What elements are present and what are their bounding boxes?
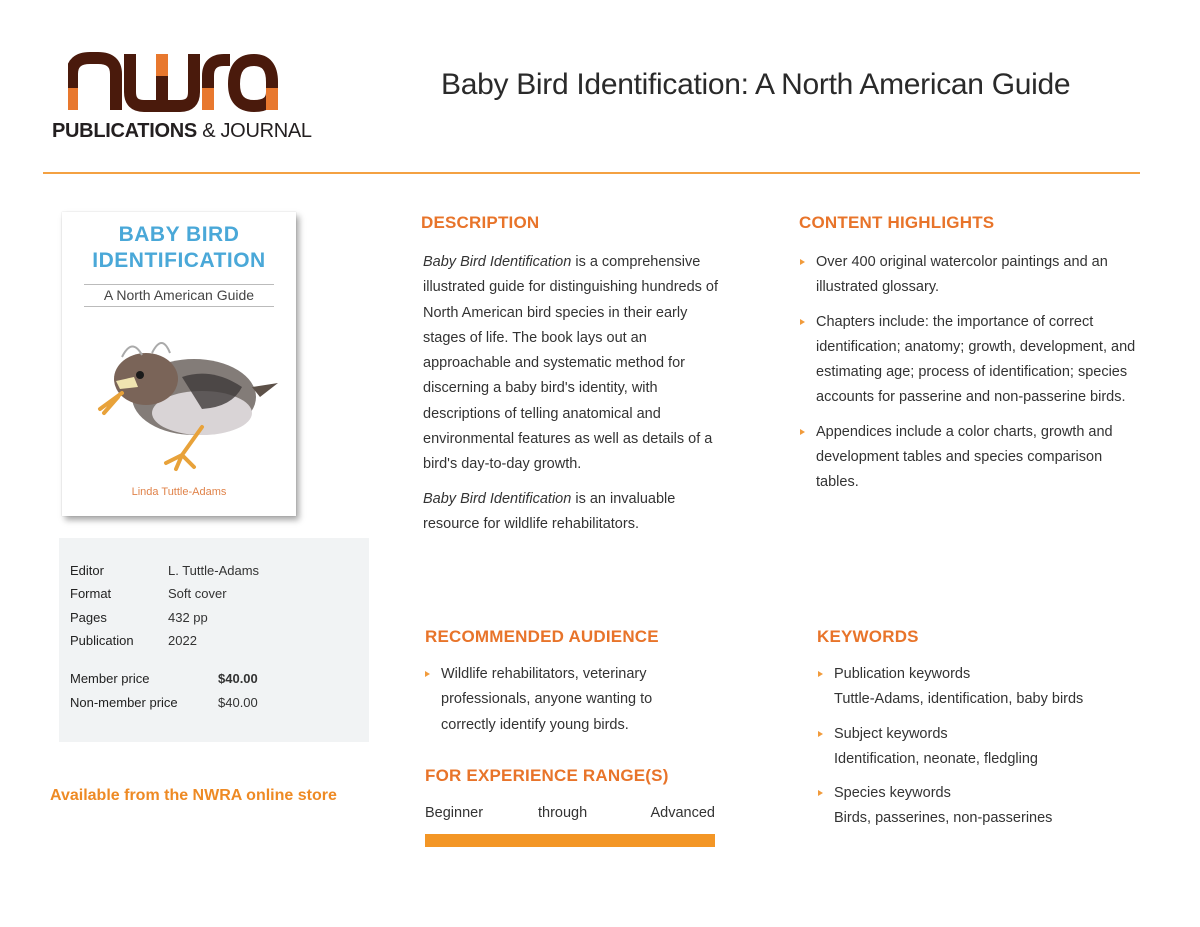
detail-value: 432 pp (168, 610, 208, 625)
highlight-item: Over 400 original watercolor paintings and an illustrated glossary. (798, 250, 1143, 301)
description-heading: DESCRIPTION (421, 213, 540, 232)
description-paragraph-1 (423, 250, 723, 478)
keywords-heading: KEYWORDS (817, 627, 919, 646)
keyword-group-label: Publication keywords (834, 666, 971, 682)
experience-range-bar (425, 834, 715, 847)
book-title-italic: Baby Bird Identification (423, 490, 572, 507)
description-paragraph-2 (423, 487, 723, 538)
description-text: is an invaluable resource for wildlife rehabilitators. (423, 490, 676, 532)
keyword-group-label: Subject keywords (834, 725, 948, 742)
logo-sub-bold: PUBLICATIONS (52, 120, 197, 142)
keyword-group-subject (816, 722, 1126, 773)
highlight-item: Chapters include: the importance of correct identification; anatomy; growth, development, and estimating age; process of identification; species accounts for passerine and non-passerine birds. (798, 310, 1143, 411)
keyword-group-value: Identification, neonate, fledgling (834, 750, 1038, 767)
details-box (59, 538, 369, 742)
experience-range-heading: FOR EXPERIENCE RANGE(S) (425, 766, 669, 785)
content-highlights-heading: CONTENT HIGHLIGHTS (799, 213, 995, 232)
cover-title (62, 222, 296, 274)
detail-value: 2022 (168, 633, 197, 648)
bird-illustration-icon (82, 317, 282, 477)
cover-subtitle: A North American Guide (84, 284, 274, 307)
detail-label: Publication (70, 633, 134, 648)
keyword-group-label: Species keywords (834, 785, 951, 802)
detail-label: Pages (70, 610, 107, 625)
highlight-item: Appendices include a color charts, growth and development tables and species comparison tables. (798, 420, 1143, 496)
detail-label: Format (70, 586, 112, 601)
keyword-group-species (816, 781, 1126, 832)
description-text: is a comprehensive illustrated guide for distinguishing hundreds of North American bird species in their early stages of life. The book lays out an approachable and systematic method for discerning a baby bird's identity, with descriptions of telling anatomical and environmental features as well as details of a bird's day-to-day growth. (423, 254, 719, 473)
price-label: Member price (70, 671, 150, 686)
logo-sub-light: & JOURNAL (202, 120, 312, 142)
cover-title-line1: BABY BIRD (118, 223, 240, 246)
online-store-link[interactable]: Available from the NWRA online store (50, 787, 337, 804)
keyword-group-value: Birds, passerines, non-passerines (834, 810, 1053, 827)
nwra-logo (68, 52, 288, 112)
audience-item: Wildlife rehabilitators, veterinary professionals, anyone wanting to correctly identify young birds. (423, 662, 693, 738)
detail-value: Soft cover (168, 586, 227, 601)
cover-author: Linda Tuttle-Adams (131, 486, 227, 498)
cover-title-line2: IDENTIFICATION (92, 249, 266, 272)
detail-label: Editor (70, 563, 104, 578)
book-cover (62, 212, 296, 516)
keyword-group-value: Tuttle-Adams, identification, baby birds (834, 691, 1084, 708)
header-divider (43, 172, 1140, 174)
content-highlights-list (798, 250, 1143, 496)
range-end-label: Advanced (650, 805, 715, 821)
description-body (423, 250, 723, 537)
non-member-price-value: $40.00 (218, 695, 258, 710)
range-through-label: through (538, 805, 588, 821)
keywords-list (816, 662, 1126, 832)
range-start-label: Beginner (425, 805, 484, 821)
nwra-logo-icon (68, 52, 288, 112)
detail-value: L. Tuttle-Adams (168, 563, 260, 578)
logo-subtitle (52, 120, 312, 143)
page-title: Baby Bird Identification: A North American Guide (441, 68, 1071, 101)
member-price-value: $40.00 (218, 671, 258, 686)
recommended-audience-heading: RECOMMENDED AUDIENCE (425, 627, 659, 646)
book-title-italic: Baby Bird Identification (423, 254, 572, 270)
audience-list (423, 662, 693, 738)
keyword-group-publication (816, 662, 1126, 713)
price-label: Non-member price (70, 695, 178, 710)
